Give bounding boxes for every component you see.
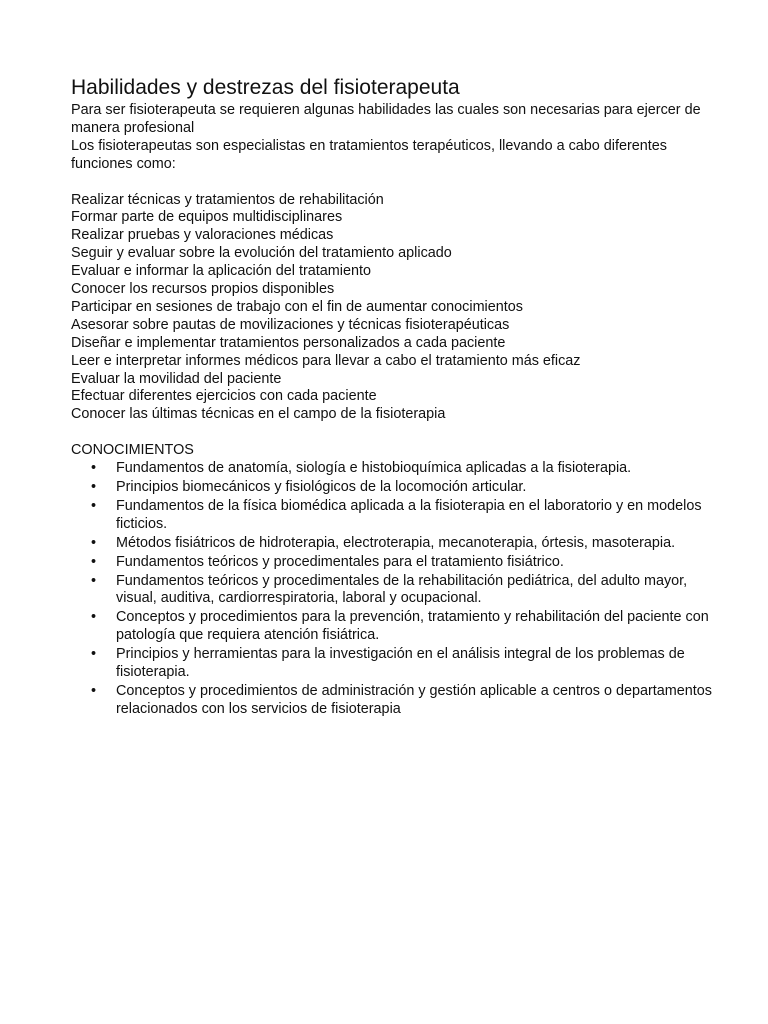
knowledge-item: [71, 498, 720, 534]
knowledge-item-text: Principios biomecánicos y fisiológicos de la locomoción articular.: [116, 479, 527, 495]
function-item: Realizar pruebas y valoraciones médicas: [71, 227, 334, 244]
function-item: Evaluar e informar la aplicación del tratamiento: [71, 263, 371, 280]
knowledge-item-text: Conceptos y procedimientos para la prevención, tratamiento y rehabilitación del paciente con patología que requiera atención fisiátrica.: [116, 609, 709, 644]
knowledge-item-text: Principios y herramientas para la investigación en el análisis integral de los problemas de fisioterapia.: [116, 646, 685, 681]
knowledge-item: [71, 479, 720, 497]
knowledge-item: [71, 646, 720, 682]
bullet-icon: •: [91, 497, 97, 514]
bullet-icon: •: [91, 460, 97, 477]
document-title: Habilidades y destrezas del fisioterapeuta: [71, 76, 460, 99]
bullet-icon: •: [91, 553, 97, 570]
intro-paragraph-2: Los fisioterapeutas son especialistas en tratamientos terapéuticos, llevando a cabo diferentes funciones como:: [71, 137, 667, 172]
bullet-icon: •: [91, 682, 97, 699]
document-page: [71, 74, 711, 720]
function-item: Conocer las últimas técnicas en el campo de la fisioterapia: [71, 406, 446, 423]
bullet-icon: •: [91, 572, 97, 589]
spacer: [71, 424, 711, 442]
bullet-icon: •: [91, 646, 97, 663]
knowledge-item-text: Fundamentos teóricos y procedimentales para el tratamiento fisiátrico.: [116, 553, 564, 570]
function-item: Conocer los recursos propios disponibles: [71, 281, 335, 298]
function-item: Evaluar la movilidad del paciente: [71, 370, 282, 387]
function-item: Efectuar diferentes ejercicios con cada paciente: [71, 388, 377, 405]
knowledge-item: [71, 573, 720, 609]
knowledge-item: [71, 609, 720, 645]
knowledge-item-text: Fundamentos teóricos y procedimentales de la rehabilitación pediátrica, del adulto mayor, visual, auditiva, cardiorrespiratoria, laboral y ocupacional.: [116, 572, 688, 607]
function-item: Participar en sesiones de trabajo con el fin de aumentar conocimientos: [71, 298, 523, 315]
knowledge-item: [71, 554, 720, 572]
knowledge-item: [71, 535, 720, 553]
functions-list: [71, 192, 711, 425]
function-item: Seguir y evaluar sobre la evolución del tratamiento aplicado: [71, 245, 452, 262]
function-item: Diseñar e implementar tratamientos personalizados a cada paciente: [71, 334, 506, 351]
function-item: Realizar técnicas y tratamientos de rehabilitación: [71, 191, 384, 208]
bullet-icon: •: [91, 479, 97, 495]
bullet-icon: •: [91, 609, 97, 626]
spacer: [71, 174, 711, 192]
knowledge-item-text: Conceptos y procedimientos de administración y gestión aplicable a centros o departamentos relacionados con los servicios de fisioterapia: [116, 682, 712, 717]
intro-paragraph-1: Para ser fisioterapeuta se requieren algunas habilidades las cuales son necesarias para ejercer de manera profesional: [71, 102, 701, 136]
knowledge-item: [71, 460, 720, 478]
knowledge-item-text: Métodos fisiátricos de hidroterapia, electroterapia, mecanoterapia, órtesis, masoterapia.: [116, 534, 676, 551]
knowledge-item: [71, 683, 720, 719]
knowledge-heading: CONOCIMIENTOS: [71, 442, 194, 459]
knowledge-list: [71, 460, 711, 719]
bullet-icon: •: [91, 534, 97, 551]
knowledge-item-text: Fundamentos de la física biomédica aplicada a la fisioterapia en el laboratorio y en modelos ficticios.: [116, 497, 702, 532]
function-item: Leer e interpretar informes médicos para llevar a cabo el tratamiento más eficaz: [71, 352, 581, 369]
knowledge-item-text: Fundamentos de anatomía, siología e histobioquímica aplicadas a la fisioterapia.: [116, 460, 632, 477]
function-item: Asesorar sobre pautas de movilizaciones y técnicas fisioterapéuticas: [71, 316, 510, 333]
function-item: Formar parte de equipos multidisciplinares: [71, 209, 343, 226]
